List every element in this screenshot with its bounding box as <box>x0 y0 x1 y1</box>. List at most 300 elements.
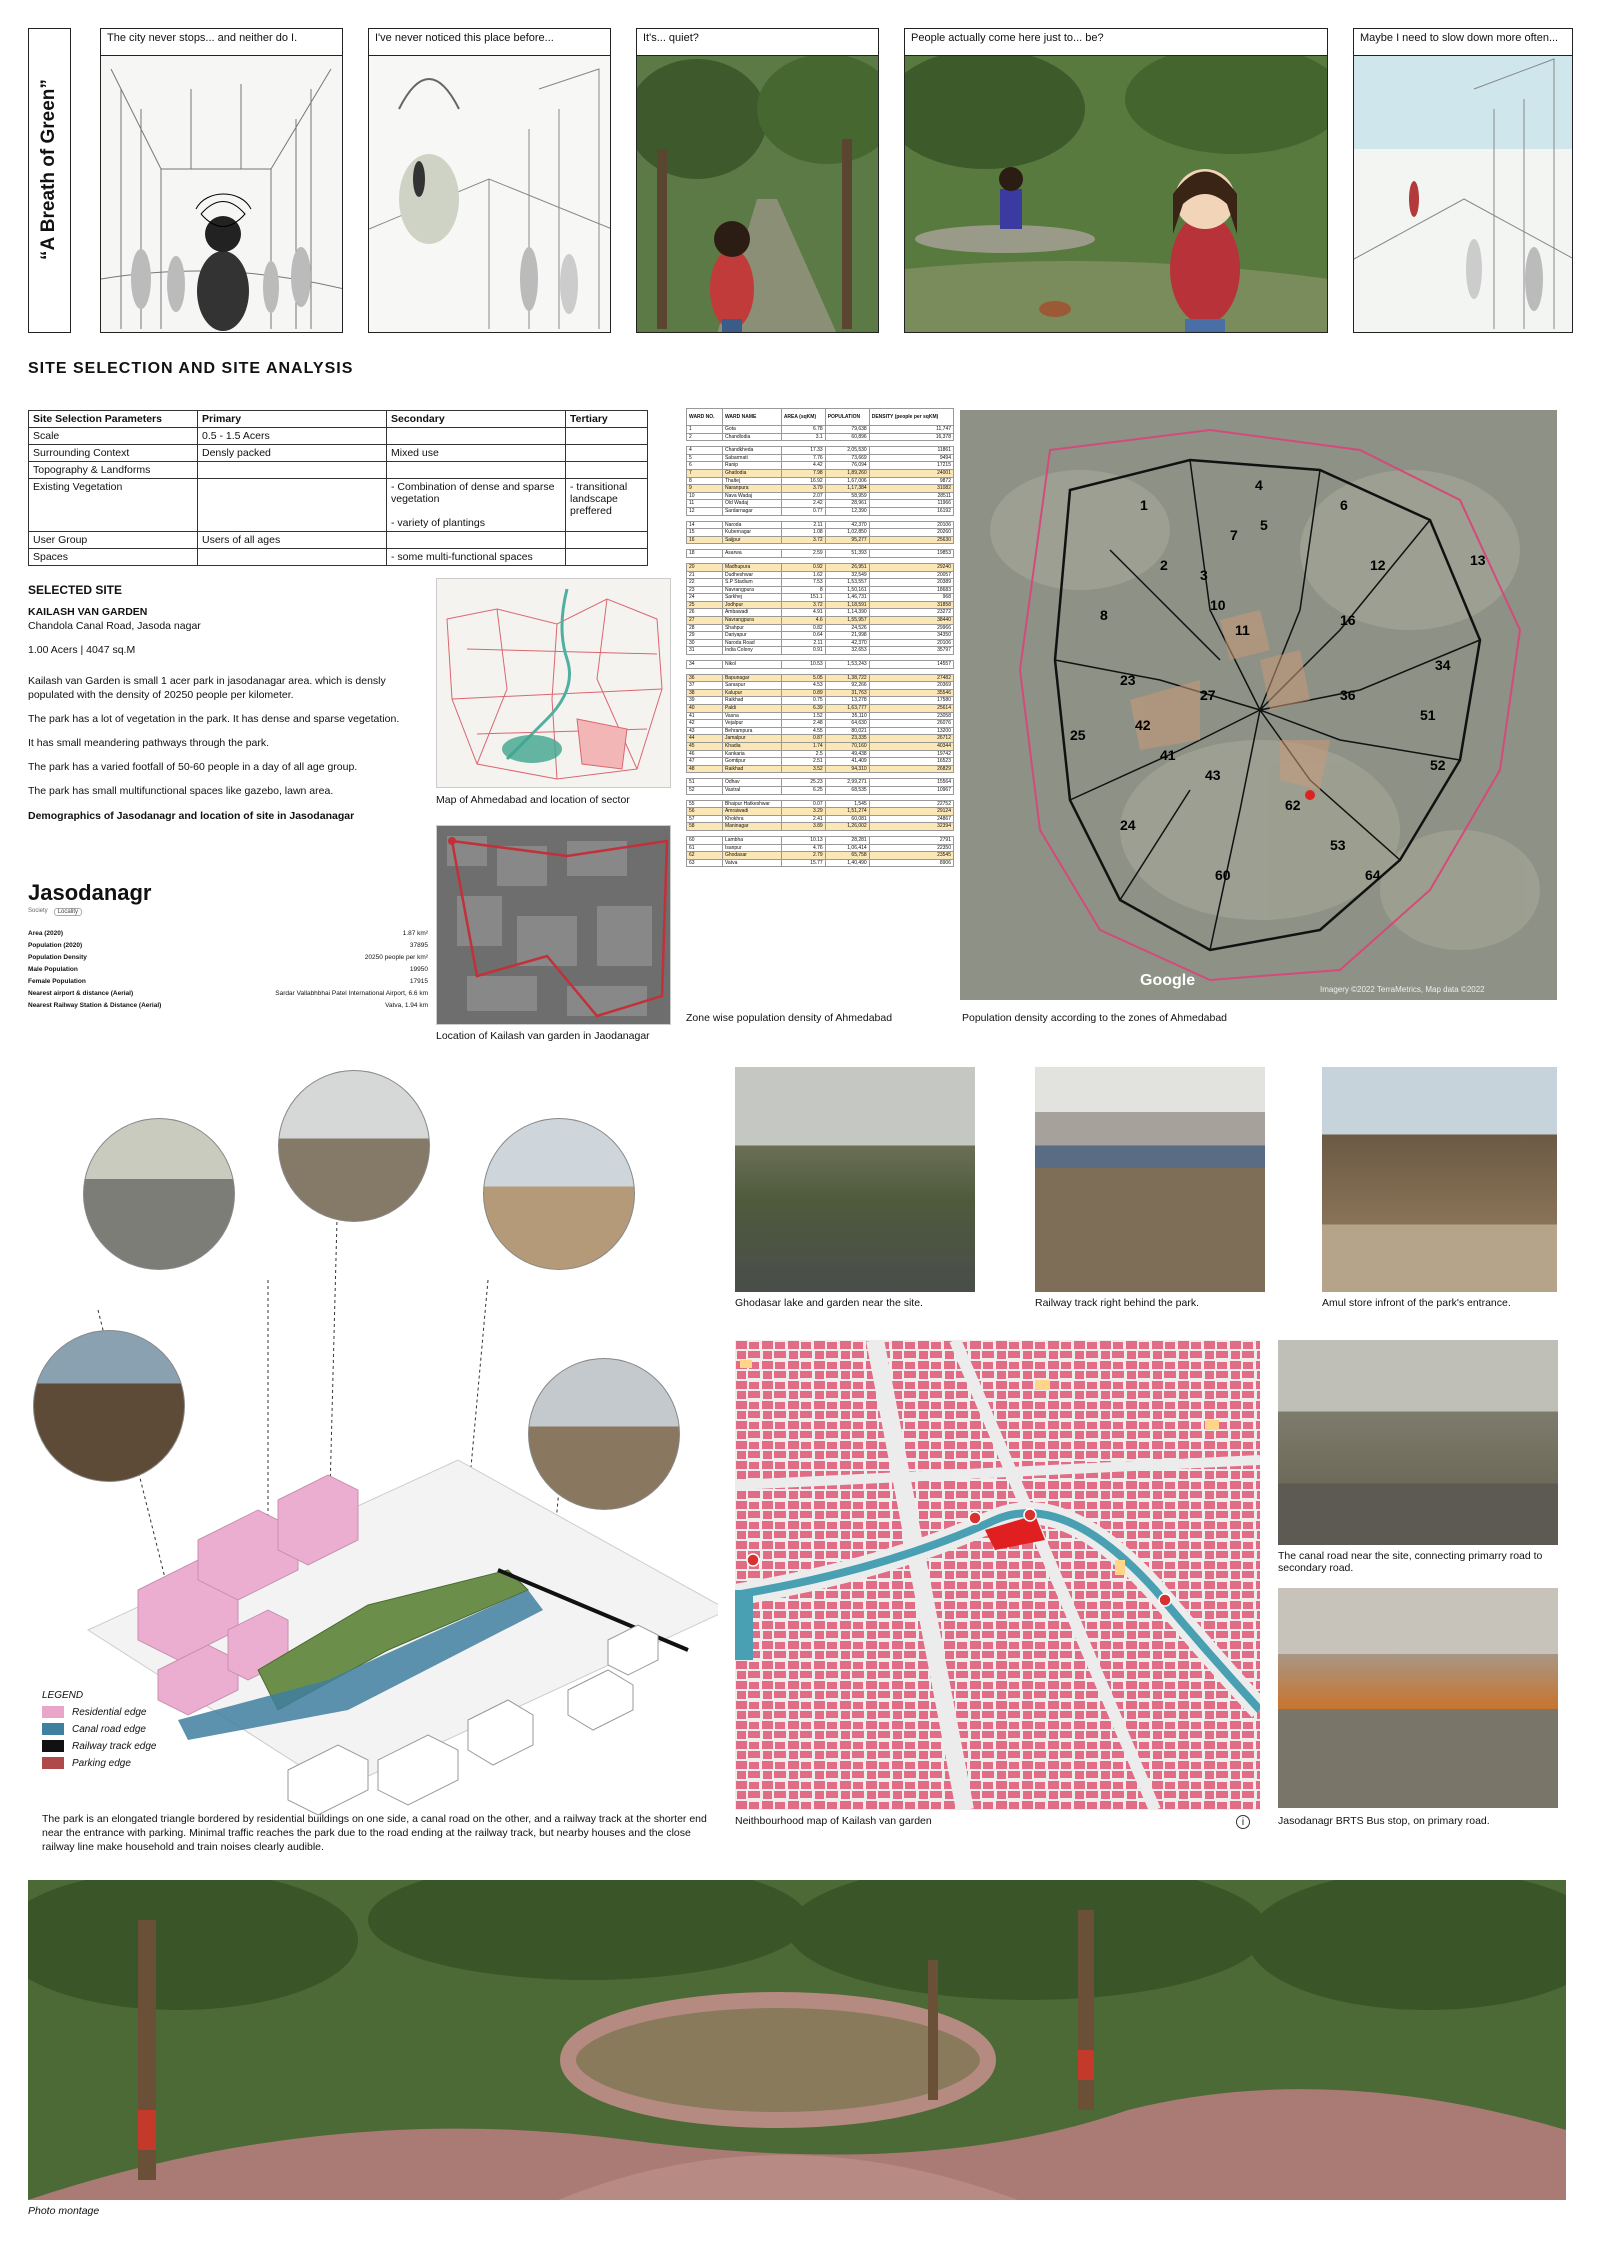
caption-photo-montage: Photo montage <box>28 2205 100 2217</box>
ward-cell: 40 <box>687 705 723 713</box>
demo-row <box>28 990 428 1002</box>
demo-label: Area (2020) <box>28 930 64 937</box>
ward-cell: 29966 <box>869 624 953 632</box>
zone-label: 52 <box>1430 757 1446 773</box>
ward-row <box>687 579 954 587</box>
ward-row <box>687 758 954 766</box>
ward-cell: Paldi <box>722 705 781 713</box>
ward-cell: 4.53 <box>781 682 825 690</box>
ward-cell: 2 <box>687 433 723 441</box>
selected-site-block <box>28 583 428 823</box>
table-cell: Surrounding Context <box>29 445 198 462</box>
demo-value: 17915 <box>409 978 428 985</box>
ward-cell: 79,638 <box>825 426 869 434</box>
demo-value: 20250 people per km² <box>364 954 428 961</box>
table-header-row <box>29 411 648 428</box>
ward-cell: 28 <box>687 624 723 632</box>
ward-cell: 41 <box>687 712 723 720</box>
ward-cell: 26076 <box>869 720 953 728</box>
ward-cell: 1,40,490 <box>825 859 869 867</box>
ward-cell: 13,278 <box>825 697 869 705</box>
ward-cell: 1,63,777 <box>825 705 869 713</box>
ward-cell: 1,17,384 <box>825 485 869 493</box>
ward-cell: 20389 <box>869 579 953 587</box>
table-cell <box>566 445 648 462</box>
demographics-heading: Demographics of Jasodanagr and location of site in Jasodanagar <box>28 809 355 822</box>
ward-cell: 16 <box>687 536 723 544</box>
ward-cell: 0.91 <box>781 647 825 655</box>
ward-cell: 17215 <box>869 462 953 470</box>
ward-cell: 1,50,161 <box>825 586 869 594</box>
ward-cell: 7.53 <box>781 579 825 587</box>
ward-cell: 24,526 <box>825 624 869 632</box>
ward-row <box>687 808 954 816</box>
ward-row <box>687 617 954 625</box>
ward-cell: 8 <box>781 586 825 594</box>
ward-cell: S.P Stadium <box>722 579 781 587</box>
legend-item <box>42 1706 242 1718</box>
ward-cell: 1.62 <box>781 571 825 579</box>
demo-label: Female Population <box>28 978 86 985</box>
ward-cell: 2,99,271 <box>825 779 869 787</box>
zone-label: 13 <box>1470 552 1486 568</box>
legend-label: Parking edge <box>72 1757 131 1769</box>
google-watermark: Google <box>1140 972 1196 989</box>
zone-label: 27 <box>1200 687 1216 703</box>
ward-row <box>687 433 954 441</box>
ward-header-cell: WARD NAME <box>722 409 781 426</box>
ward-row <box>687 563 954 571</box>
ward-cell: Vastral <box>722 786 781 794</box>
ward-row <box>687 529 954 537</box>
ward-row <box>687 852 954 860</box>
zone-label: 42 <box>1135 717 1151 733</box>
ward-cell: 35546 <box>869 689 953 697</box>
ward-cell: 7 <box>687 469 723 477</box>
ward-row <box>687 815 954 823</box>
ward-cell: 12,390 <box>825 507 869 515</box>
ward-cell: 68,535 <box>825 786 869 794</box>
ward-cell: 3.72 <box>781 536 825 544</box>
ward-row <box>687 689 954 697</box>
table-cell: - some multi-functional spaces <box>387 549 566 566</box>
ward-cell: Kalupur <box>722 689 781 697</box>
ward-cell: 1.08 <box>781 529 825 537</box>
ward-cell: 0.64 <box>781 632 825 640</box>
ward-cell: 6.25 <box>781 786 825 794</box>
caption-neighbourhood-map: Neithbourhood map of Kailash van garden <box>735 1815 932 1827</box>
table-cell: User Group <box>29 532 198 549</box>
photo-circle-1 <box>83 1118 235 1270</box>
ward-cell: 20 <box>687 563 723 571</box>
ward-cell: Shahpur <box>722 624 781 632</box>
ward-cell: 1 <box>687 426 723 434</box>
ward-cell: Sarkhej <box>722 594 781 602</box>
ward-cell: 28,281 <box>825 836 869 844</box>
ward-cell: 29124 <box>869 808 953 816</box>
demo-value: 19950 <box>409 966 428 973</box>
table-cell <box>198 479 387 532</box>
ward-cell: 1,51,274 <box>825 808 869 816</box>
ward-cell: 52 <box>687 786 723 794</box>
legend-label: Railway track edge <box>72 1740 157 1752</box>
ward-cell: Navrangpura <box>722 586 781 594</box>
table-cell <box>566 462 648 479</box>
ward-cell: 11,747 <box>869 426 953 434</box>
zone-label: 3 <box>1200 567 1208 583</box>
info-icon: i <box>1236 1815 1250 1829</box>
ward-row <box>687 447 954 455</box>
ward-cell: 4 <box>687 447 723 455</box>
ward-cell: 15 <box>687 529 723 537</box>
neighbourhood-map-graphic <box>735 1340 1260 1810</box>
ward-cell: Madhupura <box>722 563 781 571</box>
ward-cell: Jamalpur <box>722 735 781 743</box>
ward-row <box>687 844 954 852</box>
site-parameters-table <box>28 410 648 566</box>
ward-cell: Sardarnagar <box>722 507 781 515</box>
ward-cell: 60,896 <box>825 433 869 441</box>
ward-row <box>687 786 954 794</box>
ward-cell: 3.52 <box>781 765 825 773</box>
ward-cell: 0.75 <box>781 697 825 705</box>
zone-label: 4 <box>1255 477 1263 493</box>
ward-cell: 65,758 <box>825 852 869 860</box>
comic-caption-3: It's... quiet? <box>637 29 878 56</box>
ward-cell: 94,310 <box>825 765 869 773</box>
zone-label: 53 <box>1330 837 1346 853</box>
legend-swatch <box>42 1723 64 1735</box>
ward-cell: 21,998 <box>825 632 869 640</box>
ward-row <box>687 836 954 844</box>
table-cell: Spaces <box>29 549 198 566</box>
legend-swatch <box>42 1740 64 1752</box>
ward-cell: 4.76 <box>781 844 825 852</box>
ward-cell: 20106 <box>869 639 953 647</box>
ward-cell: 2.41 <box>781 815 825 823</box>
ward-cell: Bhaipur Hatkeshwar <box>722 800 781 808</box>
ward-cell: 4.55 <box>781 727 825 735</box>
table-row <box>29 479 648 532</box>
demo-label: Male Population <box>28 966 78 973</box>
ward-row <box>687 586 954 594</box>
ward-row <box>687 823 954 831</box>
table-cell: Existing Vegetation <box>29 479 198 532</box>
ward-row <box>687 720 954 728</box>
zone-label: 41 <box>1160 747 1176 763</box>
comic-panel-4 <box>904 28 1328 333</box>
ward-row <box>687 661 954 669</box>
ward-row <box>687 507 954 515</box>
ward-cell: 60,081 <box>825 815 869 823</box>
ward-row <box>687 609 954 617</box>
zone-label: 5 <box>1260 517 1268 533</box>
photo-ghodasar-lake <box>735 1067 975 1292</box>
site-paragraph: It has small meandering pathways through the park. <box>28 737 270 750</box>
ward-row <box>687 705 954 713</box>
ward-cell: 9494 <box>869 454 953 462</box>
ward-cell: 19742 <box>869 750 953 758</box>
zone-label: 7 <box>1230 527 1238 543</box>
ward-cell: 31 <box>687 647 723 655</box>
ward-cell: 62 <box>687 852 723 860</box>
ward-row <box>687 469 954 477</box>
selected-site-heading: SELECTED SITE <box>28 583 123 597</box>
photo-canal-road <box>1278 1340 1558 1545</box>
ward-row <box>687 639 954 647</box>
ward-cell: 16523 <box>869 758 953 766</box>
ward-cell: Kubernagar <box>722 529 781 537</box>
table-cell <box>387 462 566 479</box>
comic-caption-5: Maybe I need to slow down more often... <box>1354 29 1572 56</box>
site-paragraph: The park has small multifunctional spaces like gazebo, lawn area. <box>28 785 334 798</box>
ward-cell: 24 <box>687 594 723 602</box>
table-cell <box>198 462 387 479</box>
tag-society: Society <box>28 908 48 914</box>
ward-cell: 45 <box>687 742 723 750</box>
table-cell <box>566 532 648 549</box>
ward-cell: 48 <box>687 765 723 773</box>
table-header-cell: Site Selection Parameters <box>29 411 198 428</box>
ward-cell: 1,26,002 <box>825 823 869 831</box>
ward-cell: 24001 <box>869 469 953 477</box>
ward-cell: 1,14,390 <box>825 609 869 617</box>
table-cell: 0.5 - 1.5 Acers <box>198 428 387 445</box>
site-paragraph: The park has a varied footfall of 50-60 people in a day of all age group. <box>28 761 358 774</box>
ward-cell: 19853 <box>869 550 953 558</box>
ward-cell: 28,961 <box>825 500 869 508</box>
ward-row <box>687 500 954 508</box>
location-map-caption: Location of Kailash van garden in Jaodanagar <box>436 1030 650 1042</box>
ward-cell: 57 <box>687 815 723 823</box>
ward-cell: Saijpur <box>722 536 781 544</box>
ward-cell: Ranip <box>722 462 781 470</box>
ward-cell: 2.11 <box>781 521 825 529</box>
ward-cell: Ghatlodia <box>722 469 781 477</box>
ward-row <box>687 779 954 787</box>
sketch-lane-illustration <box>369 29 611 333</box>
ward-cell: 10967 <box>869 786 953 794</box>
ward-cell: 35,110 <box>825 712 869 720</box>
ward-cell: Old Wadaj <box>722 500 781 508</box>
caption-amul-store: Amul store infront of the park's entrance. <box>1322 1297 1511 1309</box>
ward-cell: Khadia <box>722 742 781 750</box>
ward-cell: Chandlodia <box>722 433 781 441</box>
ward-cell: 73,669 <box>825 454 869 462</box>
ward-cell: Naroda <box>722 521 781 529</box>
ward-cell: Sabarmati <box>722 454 781 462</box>
ward-cell: 95,277 <box>825 536 869 544</box>
site-area: 1.00 Acers | 4047 sq.M <box>28 644 136 657</box>
ward-row <box>687 647 954 655</box>
ward-cell: 0.92 <box>781 563 825 571</box>
ward-header-cell: AREA (sqKM) <box>781 409 825 426</box>
ward-cell: Raikhad <box>722 697 781 705</box>
demo-label: Population Density <box>28 954 87 961</box>
ward-cell: Gomtipur <box>722 758 781 766</box>
ward-cell: 5 <box>687 454 723 462</box>
ward-cell: 968 <box>869 594 953 602</box>
caption-ghodasar-lake: Ghodasar lake and garden near the site. <box>735 1297 923 1309</box>
comic-caption-1: The city never stops... and neither do I. <box>101 29 342 56</box>
section-title: SITE SELECTION AND SITE ANALYSIS <box>28 360 354 377</box>
ward-cell: 1,38,722 <box>825 674 869 682</box>
city-map-caption: Map of Ahmedabad and location of sector <box>436 794 630 806</box>
zone-label: 34 <box>1435 657 1451 673</box>
ward-cell: 23058 <box>869 712 953 720</box>
ward-cell: 2.07 <box>781 492 825 500</box>
ward-cell: 16.92 <box>781 477 825 485</box>
site-address: Chandola Canal Road, Jasoda nagar <box>28 620 201 633</box>
demo-value: 37895 <box>409 942 428 949</box>
ward-cell: 1,53,243 <box>825 661 869 669</box>
ward-row <box>687 536 954 544</box>
ward-cell: 0.82 <box>781 624 825 632</box>
ward-cell: 21 <box>687 571 723 579</box>
ward-cell: 41,409 <box>825 758 869 766</box>
ward-cell: 23545 <box>869 852 953 860</box>
ward-cell: 51 <box>687 779 723 787</box>
zone-label: 6 <box>1340 497 1348 513</box>
ward-cell: 92,266 <box>825 682 869 690</box>
table-row <box>29 532 648 549</box>
ward-cell: 22350 <box>869 844 953 852</box>
ward-cell: 5.05 <box>781 674 825 682</box>
zone-label: 62 <box>1285 797 1301 813</box>
ward-cell: 39 <box>687 697 723 705</box>
photo-circle-4 <box>33 1330 185 1482</box>
sketch-street-illustration <box>101 29 343 333</box>
ward-cell: 30 <box>687 639 723 647</box>
ward-row <box>687 521 954 529</box>
ward-cell: 2.79 <box>781 852 825 860</box>
ward-cell: Khokhra <box>722 815 781 823</box>
ward-cell: 27482 <box>869 674 953 682</box>
ward-cell: 11 <box>687 500 723 508</box>
ward-cell: 2.11 <box>781 639 825 647</box>
demo-row <box>28 978 428 990</box>
ward-cell: 42,370 <box>825 521 869 529</box>
ward-cell: 0.07 <box>781 800 825 808</box>
ward-row <box>687 859 954 867</box>
demo-label: Nearest Railway Station & Distance (Aerial) <box>28 1002 162 1009</box>
photo-circle-3 <box>483 1118 635 1270</box>
ward-row <box>687 697 954 705</box>
ward-cell: 2.48 <box>781 720 825 728</box>
ward-row <box>687 462 954 470</box>
ward-cell: 2.42 <box>781 500 825 508</box>
ward-row <box>687 735 954 743</box>
ward-cell: 14557 <box>869 661 953 669</box>
zone-label: 36 <box>1340 687 1356 703</box>
ward-cell: 64,630 <box>825 720 869 728</box>
ward-cell: 42,370 <box>825 639 869 647</box>
comic-title-panel <box>28 28 71 333</box>
table-cell: Mixed use <box>387 445 566 462</box>
ward-cell: Gota <box>722 426 781 434</box>
ward-row <box>687 742 954 750</box>
ward-cell: 60 <box>687 836 723 844</box>
park-people-illustration <box>905 29 1328 333</box>
zone-table-caption: Zone wise population density of Ahmedabad <box>686 1012 893 1024</box>
ward-cell: 42 <box>687 720 723 728</box>
ward-cell: Saraspur <box>722 682 781 690</box>
ward-cell: Vejalpur <box>722 720 781 728</box>
ward-cell: 151.1 <box>781 594 825 602</box>
ward-cell: 4.42 <box>781 462 825 470</box>
ward-cell: Ghodasar <box>722 852 781 860</box>
demo-row <box>28 930 428 942</box>
neighbourhood-map <box>735 1340 1260 1810</box>
park-panorama-graphic <box>28 1880 1566 2200</box>
ward-cell: 29240 <box>869 563 953 571</box>
ward-cell: Chandkheda <box>722 447 781 455</box>
ward-cell: 34350 <box>869 632 953 640</box>
table-header-cell: Secondary <box>387 411 566 428</box>
ward-cell: 18683 <box>869 586 953 594</box>
ward-cell: 23,335 <box>825 735 869 743</box>
ward-cell: 0.87 <box>781 735 825 743</box>
ward-cell: 7.98 <box>781 469 825 477</box>
ward-row <box>687 674 954 682</box>
demo-row <box>28 1002 428 1014</box>
caption-railway-track: Railway track right behind the park. <box>1035 1297 1199 1309</box>
table-header-cell: Tertiary <box>566 411 648 428</box>
ward-row <box>687 492 954 500</box>
ward-cell: Bapunagar <box>722 674 781 682</box>
ward-cell: 11861 <box>869 447 953 455</box>
ward-header-cell: POPULATION <box>825 409 869 426</box>
ward-cell: 8906 <box>869 859 953 867</box>
zone-label: 8 <box>1100 607 1108 623</box>
table-header-cell: Primary <box>198 411 387 428</box>
demo-row <box>28 942 428 954</box>
legend-item <box>42 1740 242 1752</box>
aerial-location-graphic <box>437 826 671 1025</box>
comic-caption-4: People actually come here just to... be? <box>905 29 1327 56</box>
ward-cell: 3.89 <box>781 823 825 831</box>
ward-cell: 31082 <box>869 485 953 493</box>
ward-cell: 1,46,731 <box>825 594 869 602</box>
comic-caption-2: I've never noticed this place before... <box>369 29 610 56</box>
zone-label: 23 <box>1120 672 1136 688</box>
tag-locality: Locality <box>54 908 82 916</box>
ward-cell: Dariyapur <box>722 632 781 640</box>
ward-cell: Amraiwadi <box>722 808 781 816</box>
ward-cell: 44 <box>687 735 723 743</box>
zone-label: 51 <box>1420 707 1436 723</box>
ward-cell: 28511 <box>869 492 953 500</box>
ward-cell: 32,549 <box>825 571 869 579</box>
ward-cell: 43 <box>687 727 723 735</box>
table-cell: Scale <box>29 428 198 445</box>
ward-cell: 38 <box>687 689 723 697</box>
zone-label: 24 <box>1120 817 1136 833</box>
ward-cell: Isanpur <box>722 844 781 852</box>
analysis-legend <box>42 1690 242 1774</box>
ward-cell: 17580 <box>869 697 953 705</box>
ward-cell: 22752 <box>869 800 953 808</box>
ward-cell: 10.53 <box>781 661 825 669</box>
table-cell: - Combination of dense and sparse vegetation - variety of plantings <box>387 479 566 532</box>
density-map <box>960 410 1557 1000</box>
ward-table <box>686 408 954 867</box>
zone-label: 60 <box>1215 867 1231 883</box>
ward-cell: 3.72 <box>781 601 825 609</box>
ward-cell: 36 <box>687 674 723 682</box>
ward-cell: Naranpura <box>722 485 781 493</box>
ward-cell: 29 <box>687 632 723 640</box>
